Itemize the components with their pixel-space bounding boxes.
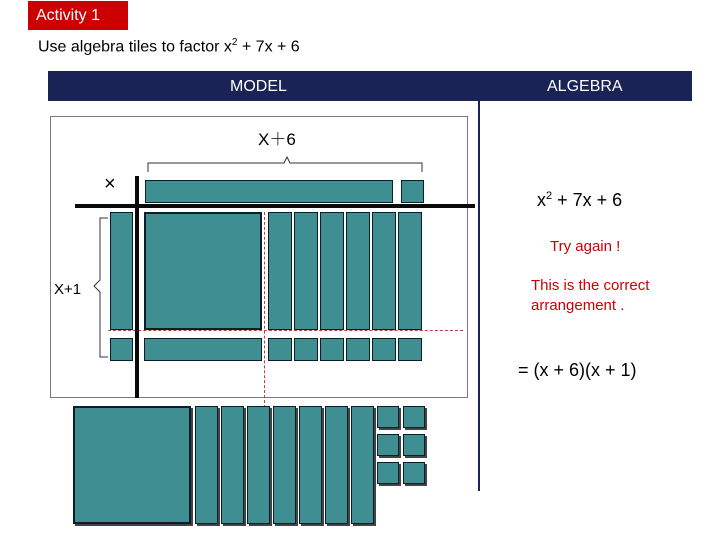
x-tile-horizontal[interactable] xyxy=(144,338,262,361)
bank-unit-tile[interactable] xyxy=(377,462,399,484)
bank-x-tile[interactable] xyxy=(351,406,374,524)
bank-x-tile[interactable] xyxy=(325,406,348,524)
x-squared-tile[interactable] xyxy=(144,212,262,330)
x-tile-vertical[interactable] xyxy=(294,212,318,330)
unit-tile[interactable] xyxy=(320,338,344,361)
bank-unit-tile[interactable] xyxy=(377,406,399,428)
factored-result: = (x + 6)(x + 1) xyxy=(518,360,637,380)
feedback-correct-line1: This is the correct xyxy=(531,277,650,294)
bank-unit-tile[interactable] xyxy=(377,434,399,456)
x-tile-horizontal[interactable] xyxy=(145,180,393,203)
unit-tile[interactable] xyxy=(346,338,370,361)
x-tile-vertical[interactable] xyxy=(110,212,133,330)
x-tile-vertical[interactable] xyxy=(320,212,344,330)
expression-base: x xyxy=(537,190,546,210)
unit-tile[interactable] xyxy=(268,338,292,361)
bank-x-tile[interactable] xyxy=(195,406,218,524)
top-dimension-label: X＋6 xyxy=(258,130,296,149)
dashed-guide xyxy=(108,330,463,331)
bank-x-tile[interactable] xyxy=(299,406,322,524)
bank-unit-tile[interactable] xyxy=(403,434,425,456)
feedback-try-again: Try again ! xyxy=(550,238,621,255)
side-brace xyxy=(94,218,108,357)
instruction-exponent: 2 xyxy=(231,37,238,48)
unit-tile[interactable] xyxy=(398,338,422,361)
algebra-expression xyxy=(537,190,622,211)
x-tile-vertical[interactable] xyxy=(268,212,292,330)
instruction-before: Use algebra tiles to factor x xyxy=(38,38,232,56)
feedback-correct xyxy=(531,276,649,316)
instruction-after: + 7x + 6 xyxy=(237,38,300,56)
dashed-guide xyxy=(264,212,265,398)
header-algebra: ALGEBRA xyxy=(547,78,623,95)
unit-tile[interactable] xyxy=(401,180,424,203)
x-tile-vertical[interactable] xyxy=(398,212,422,330)
x-tile-vertical[interactable] xyxy=(372,212,396,330)
bank-x-tile[interactable] xyxy=(273,406,296,524)
expression-rest: + 7x + 6 xyxy=(552,190,623,210)
unit-tile[interactable] xyxy=(294,338,318,361)
unit-tile[interactable] xyxy=(110,338,133,361)
unit-tile[interactable] xyxy=(372,338,396,361)
activity-badge: Activity 1 xyxy=(28,1,128,30)
feedback-correct-line2: arrangement . xyxy=(531,297,625,314)
bank-x-squared-tile[interactable] xyxy=(73,406,191,524)
bank-x-tile[interactable] xyxy=(247,406,270,524)
x-tile-vertical[interactable] xyxy=(346,212,370,330)
bank-x-tile[interactable] xyxy=(221,406,244,524)
top-brace xyxy=(148,157,422,172)
bank-unit-tile[interactable] xyxy=(403,462,425,484)
expression-exponent: 2 xyxy=(546,190,553,202)
bank-unit-tile[interactable] xyxy=(403,406,425,428)
side-dimension-label: X+1 xyxy=(54,281,82,298)
vertical-axis xyxy=(135,176,139,398)
x-marker: × xyxy=(104,173,116,195)
header-model: MODEL xyxy=(230,78,287,95)
